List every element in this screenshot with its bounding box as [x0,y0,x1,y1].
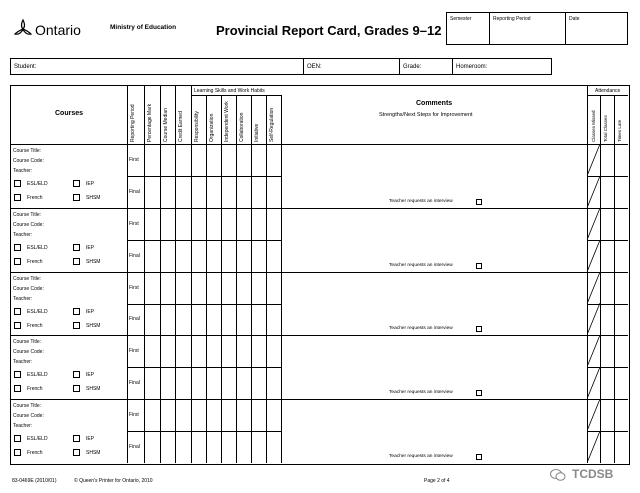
semester-label: Semester [450,16,472,22]
course-block [11,208,628,272]
iep-label: IEP [86,372,95,379]
shsm-label: SHSM [86,450,101,457]
french-checkbox[interactable] [14,194,21,201]
iep-checkbox[interactable] [73,435,80,442]
interview-request-label: Teacher requests an interview [389,453,453,459]
oen-label: OEN: [307,64,322,70]
teacher-label: Teacher: [13,423,33,430]
iep-checkbox[interactable] [73,180,80,187]
shsm-checkbox[interactable] [73,258,80,265]
iep-checkbox[interactable] [73,371,80,378]
french-checkbox[interactable] [14,449,21,456]
attendance-slash [587,431,600,463]
french-checkbox[interactable] [14,322,21,329]
course-block [11,144,628,208]
french-checkbox[interactable] [14,385,21,392]
shsm-label: SHSM [86,386,101,393]
watermark [550,464,632,486]
shsm-checkbox[interactable] [73,449,80,456]
interview-request-label: Teacher requests an interview [389,198,453,204]
learning-skills-header: Learning Skills and Work Habits [194,88,265,94]
percentage-mark-header: Percentage Mark [147,103,153,142]
final-period-label: Final [129,444,140,451]
iep-label: IEP [86,436,95,443]
esl-eld-checkbox[interactable] [14,308,21,315]
skill-organization: Organization [209,113,215,142]
shsm-checkbox[interactable] [73,322,80,329]
reporting-period-header: Reporting Period [130,104,136,142]
attendance-header: Attendance [595,88,621,94]
attendance-times-late: Times Late [617,119,622,142]
final-period-label: Final [129,316,140,323]
attendance-total-classes: Total Classes [603,115,608,142]
page-title: Provincial Report Card, Grades 9–12 [216,23,442,38]
logo-text: Ontario [35,22,81,38]
final-period-label: Final [129,188,140,195]
attendance-classes-missed: Classes Missed [591,110,596,142]
interview-checkbox[interactable] [476,454,482,460]
esl-eld-label: ESL/ELD [27,244,48,251]
reporting-period-label: Reporting Period [493,16,531,22]
shsm-checkbox[interactable] [73,194,80,201]
shsm-label: SHSM [86,195,101,201]
interview-checkbox[interactable] [476,326,482,332]
course-code-label: Course Code: [13,221,44,228]
course-title-label: Course Title: [13,148,42,154]
esl-eld-label: ESL/ELD [27,181,48,187]
interview-checkbox[interactable] [476,390,482,396]
student-info-bar [10,58,552,75]
skill-initiative: Initiative [254,123,260,142]
iep-label: IEP [86,308,95,315]
form-number: 83-0469E (2010/01) [12,478,57,484]
french-checkbox[interactable] [14,258,21,265]
teacher-label: Teacher: [13,168,33,174]
attendance-slash [587,399,600,431]
attendance-slash [587,176,600,208]
french-label: French [27,450,43,457]
course-code-label: Course Code: [13,349,44,356]
skill-self-regulation: Self-Regulation [269,107,275,142]
attendance-slash [587,335,600,367]
trillium-icon [12,18,34,40]
final-period-label: Final [129,252,140,259]
first-period-label: First [129,412,139,419]
page-number: Page 2 of 4 [424,478,450,484]
skill-collaboration: Collaboration [239,112,245,142]
iep-checkbox[interactable] [73,308,80,315]
first-period-label: First [129,284,139,291]
course-title-label: Course Title: [13,275,42,282]
course-title-label: Course Title: [13,403,42,410]
teacher-label: Teacher: [13,295,33,302]
courses-header: Courses [55,110,84,117]
first-period-label: First [129,348,139,355]
attendance-slash [587,303,600,335]
interview-request-label: Teacher requests an interview [389,390,453,396]
comments-header: Comments [416,100,453,107]
copyright: © Queen's Printer for Ontario, 2010 [74,478,153,484]
esl-eld-checkbox[interactable] [14,244,21,251]
report-card-table [10,85,630,465]
shsm-checkbox[interactable] [73,385,80,392]
esl-eld-checkbox[interactable] [14,180,21,187]
credit-earned-header: Credit Earned [178,111,184,142]
attendance-slash [587,272,600,304]
course-title-label: Course Title: [13,211,42,218]
course-title-label: Course Title: [13,339,42,346]
course-code-label: Course Code: [13,158,44,164]
attendance-slash [587,208,600,240]
interview-checkbox[interactable] [476,263,482,269]
watermark-text: TCDSB [572,467,614,481]
french-label: French [27,195,43,201]
interview-request-label: Teacher requests an interview [389,262,453,268]
attendance-slash [587,367,600,399]
french-label: French [27,386,43,393]
ontario-logo [12,18,92,40]
esl-eld-label: ESL/ELD [27,372,48,379]
skill-responsibility: Responsibility [194,111,200,142]
esl-eld-label: ESL/ELD [27,308,48,315]
shsm-label: SHSM [86,258,101,265]
course-median-header: Course Median [163,108,169,142]
grade-label: Grade: [403,64,422,70]
course-code-label: Course Code: [13,285,44,292]
attendance-slash [587,144,600,176]
ministry-label: Ministry of Education [110,24,177,31]
french-label: French [27,258,43,265]
esl-eld-label: ESL/ELD [27,436,48,443]
final-period-label: Final [129,380,140,387]
interview-checkbox[interactable] [476,199,482,205]
teacher-label: Teacher: [13,231,33,238]
first-period-label: First [129,156,139,163]
iep-label: IEP [86,244,95,251]
iep-checkbox[interactable] [73,244,80,251]
course-block [11,335,628,399]
french-label: French [27,322,43,329]
teacher-label: Teacher: [13,359,33,366]
skill-independent-work: Independent Work [224,101,230,142]
attendance-slash [587,240,600,272]
wechat-icon [550,468,566,482]
semester-period-date-box [446,12,628,45]
homeroom-label: Homeroom: [456,64,488,70]
student-label: Student: [14,64,37,70]
interview-request-label: Teacher requests an interview [389,326,453,332]
esl-eld-checkbox[interactable] [14,371,21,378]
shsm-label: SHSM [86,322,101,329]
iep-label: IEP [86,181,95,187]
date-label: Date [569,16,580,22]
course-block [11,399,628,463]
course-code-label: Course Code: [13,413,44,420]
comments-subheader: Strengths/Next Steps for Improvement [379,112,473,118]
esl-eld-checkbox[interactable] [14,435,21,442]
course-block [11,272,628,336]
first-period-label: First [129,220,139,227]
